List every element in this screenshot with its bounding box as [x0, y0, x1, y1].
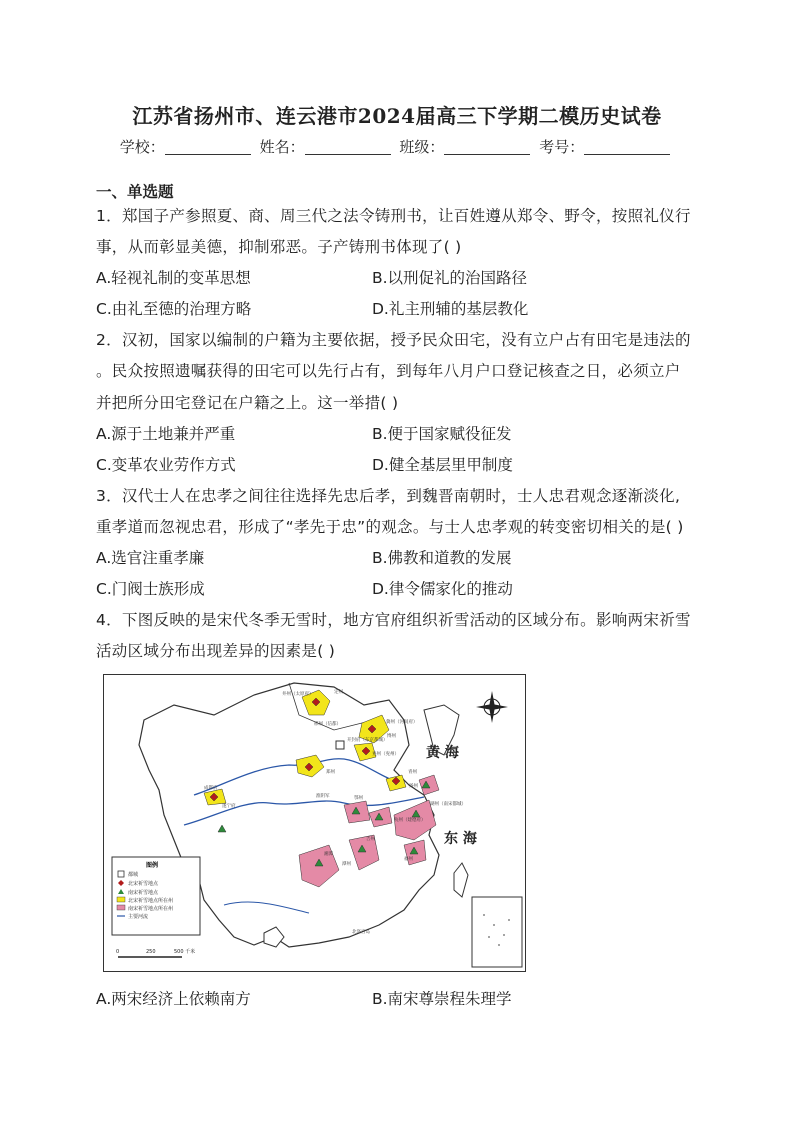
place-label: 潭州 — [342, 862, 351, 867]
name-label: 姓名： — [259, 138, 305, 156]
q2-option-a[interactable]: A.源于土地兼并严重 — [96, 425, 236, 443]
place-label: 福州 — [404, 857, 413, 862]
south-sea-inset — [472, 897, 522, 967]
capital-marker — [336, 741, 344, 749]
scale-label: 250 — [146, 949, 156, 955]
scale-label: 0 — [116, 949, 120, 955]
place-label: 杭州（建德府） — [394, 818, 426, 823]
q2-option-d[interactable]: D.健全基层里甲制度 — [372, 456, 513, 474]
school-blank[interactable] — [165, 140, 251, 155]
q3-stem-line: 3．汉代士人在忠孝之间往往选择先忠后孝，到魏晋南朝时，士人忠君观念逐渐淡化, — [96, 487, 681, 505]
q4-stem-line: 4．下图反映的是宋代冬季无雪时，地方官府组织祈雪活动的区域分布。影响两宋祈雪 — [96, 611, 691, 629]
class-label: 班级： — [399, 138, 445, 156]
legend-item: 都城 — [128, 872, 139, 878]
legend-capital-symbol — [118, 871, 124, 877]
song-snow-prayer-map — [103, 674, 526, 972]
place-label: 青州 — [408, 770, 417, 775]
q2-stem-line: 并把所分田宅登记在户籍之上。这一举措( ) — [96, 394, 399, 412]
place-label: 郑州 — [326, 770, 335, 775]
legend-item: 北宋祈雪地点所在州 — [128, 898, 174, 904]
scale-label: 500 千米 — [174, 949, 196, 955]
q2-option-c[interactable]: C.变革农业劳作方式 — [96, 456, 236, 474]
place-label: 淮阴军 — [316, 794, 330, 799]
q3-option-c[interactable]: C.门阀士族形成 — [96, 580, 205, 598]
q1-option-a[interactable]: A.轻视礼制的变革思想 — [96, 269, 251, 287]
compass-rose-icon — [476, 691, 508, 723]
q1-option-b[interactable]: B.以刑促礼的治国路径 — [372, 269, 528, 287]
place-label: 定州 — [334, 690, 343, 695]
legend-title: 图例 — [146, 862, 159, 869]
taiwan-island — [454, 863, 468, 897]
place-label: 成都府 — [204, 786, 218, 791]
section-heading: 一、单选题 — [96, 183, 174, 201]
exam-number-blank[interactable] — [584, 140, 670, 155]
q4-option-a[interactable]: A.两宋经济上依赖南方 — [96, 990, 251, 1008]
q1-option-d[interactable]: D.礼主刑辅的基层教化 — [372, 300, 529, 318]
place-label: 北洛宫岛 — [352, 930, 370, 935]
q1-stem-line: 1．郑国子产参照夏、商、周三代之法令铸刑书，让百姓遵从郑令、野令，按照礼仪行 — [96, 207, 691, 225]
q3-option-a[interactable]: A.选官注重孝廉 — [96, 549, 205, 567]
legend-item: 南宋祈雪地点 — [128, 890, 159, 896]
q4-stem-line: 活动区域分布出现差异的因素是( ) — [96, 642, 336, 660]
place-label: 兖州（兖州） — [372, 752, 399, 757]
q2-stem-line: 2．汉初，国家以编制的户籍为主要依据，授予民众田宅，没有立户占有田宅是违法的 — [96, 331, 691, 349]
place-label: 湖州（南宋都城） — [430, 802, 466, 807]
q3-option-b[interactable]: B.佛教和道教的发展 — [372, 549, 512, 567]
place-label: 邢州（信都） — [314, 722, 341, 727]
student-info-row — [0, 136, 794, 157]
exam-number-label: 考号： — [539, 138, 585, 156]
legend-item: 主要河流 — [128, 914, 149, 920]
south-prefecture-region — [419, 775, 439, 795]
q2-stem-line: 。民众按照遗嘱获得的田宅可以先行占有，到每年八月户口登记核查之日，必须立户 — [96, 362, 681, 380]
legend-item: 南宋祈雪地点所在州 — [128, 906, 174, 912]
q1-option-c[interactable]: C.由礼至德的治理方略 — [96, 300, 252, 318]
place-label: 开封府（东京都城） — [347, 738, 388, 743]
q1-stem-line: 事，从而彰显美德，抑制邪恶。子产铸刑书体现了( ) — [96, 238, 462, 256]
place-label: 湘潭 — [324, 852, 333, 857]
place-label: 吉州 — [366, 837, 375, 842]
q3-option-d[interactable]: D.律令儒家化的推动 — [372, 580, 513, 598]
east-sea-label: 东 海 — [444, 831, 477, 847]
place-label: 井州（太原府） — [282, 692, 314, 697]
place-label: 鄂州 — [354, 796, 363, 801]
place-label: 扬州 — [409, 784, 418, 789]
school-label: 学校： — [119, 138, 165, 156]
legend-south-region-symbol — [117, 905, 125, 910]
place-label: 遂宁府 — [222, 804, 236, 809]
page-title: 江苏省扬州市、连云港市2024届高三下学期二模历史试卷 — [132, 104, 662, 128]
q4-option-b[interactable]: B.南宋尊崇程朱理学 — [372, 990, 512, 1008]
class-blank[interactable] — [444, 140, 530, 155]
name-blank[interactable] — [305, 140, 391, 155]
q2-option-b[interactable]: B.便于国家赋役征发 — [372, 425, 512, 443]
place-label: 冀州（河间府） — [386, 720, 418, 725]
legend-item: 北宋祈雪地点 — [128, 881, 159, 887]
place-label: 博州 — [387, 734, 396, 739]
yellow-sea-label: 黄 海 — [426, 745, 459, 761]
legend-north-region-symbol — [117, 897, 125, 902]
q3-stem-line: 重孝道而忽视忠君，形成了“孝先于忠”的观念。与士人忠孝观的转变密切相关的是( ) — [96, 518, 684, 536]
map-drawing — [104, 675, 524, 970]
